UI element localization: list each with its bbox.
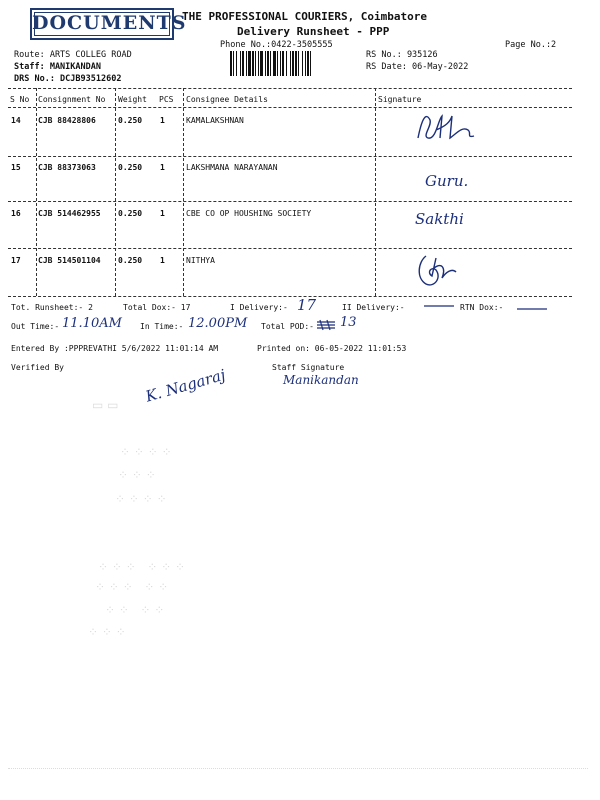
bleed-through-mark: ⁘ ⁘ ⁘ ⁘: [105, 603, 165, 617]
i-delivery-value: 17: [297, 296, 317, 314]
row-consignee: CBE CO OP HOUSHING SOCIETY: [186, 209, 312, 218]
signature-handwritten: Sakthi: [415, 210, 464, 228]
staff-signature-handwritten: Manikandan: [283, 373, 359, 387]
staff-signature-label: Staff Signature: [272, 363, 345, 372]
printed-on: Printed on: 06-05-2022 11:01:53: [257, 344, 407, 353]
divider: [8, 201, 572, 202]
bleed-through-mark: ⁘ ⁘ ⁘ ⁘: [115, 492, 167, 506]
row-sno: 16: [11, 209, 21, 218]
signature-handwritten: Guru.: [425, 172, 469, 190]
row-consignment: CJB 88373063: [38, 163, 96, 172]
rtn-dox-label: RTN Dox:-: [460, 303, 504, 312]
out-time-label: Out Time:-: [11, 322, 60, 331]
dash-mark-icon: [422, 303, 456, 309]
ii-delivery-label: II Delivery:-: [342, 303, 405, 312]
row-weight: 0.250: [118, 116, 143, 125]
row-weight: 0.250: [118, 163, 143, 172]
row-consignee: LAKSHMANA NARAYANAN: [186, 163, 278, 172]
verified-by-label: Verified By: [11, 363, 64, 372]
signature-scribble-icon: [412, 248, 462, 292]
row-weight: 0.250: [118, 209, 143, 218]
tot-runsheet: Tot. Runsheet:- 2: [11, 303, 93, 312]
company-name: THE PROFESSIONAL COURIERS, Coimbatore: [182, 10, 428, 23]
verifier-signature-handwritten: K. Nagaraj: [143, 365, 228, 406]
row-pcs: 1: [160, 116, 165, 125]
col-weight: Weight: [118, 95, 147, 104]
bleed-through-mark: ▭ ▭: [92, 398, 119, 412]
phone-number: Phone No.:0422-3505555: [220, 40, 333, 50]
in-time-label: In Time:-: [140, 322, 184, 331]
col-consignment: Consignment No: [38, 95, 106, 104]
col-pcs: PCS: [159, 95, 174, 104]
row-consignment: CJB 514462955: [38, 209, 101, 218]
strikeout-mark-icon: [315, 318, 337, 332]
bleed-through-mark: ⁘ ⁘ ⁘: [118, 468, 156, 482]
i-delivery-label: I Delivery:-: [230, 303, 288, 312]
dash-mark-icon: [515, 306, 549, 312]
total-pod-label: Total POD:-: [261, 322, 314, 331]
out-time-value: 11.10AM: [62, 316, 122, 331]
row-pcs: 1: [160, 209, 165, 218]
row-weight: 0.250: [118, 256, 143, 265]
stamp-text: DOCUMENTS: [32, 12, 187, 34]
staff-name: Staff: MANIKANDAN: [14, 62, 101, 72]
row-sno: 15: [11, 163, 21, 172]
total-dox: Total Dox:- 17: [123, 303, 191, 312]
row-consignment: CJB 514501104: [38, 256, 101, 265]
divider: [8, 88, 572, 89]
row-pcs: 1: [160, 256, 165, 265]
bleed-through-mark: ⁘ ⁘ ⁘ ⁘: [120, 445, 172, 459]
divider: [8, 248, 572, 249]
divider: [8, 107, 572, 108]
drs-number: DRS No.: DCJB93512602: [14, 74, 122, 84]
rs-number: RS No.: 935126: [366, 50, 438, 60]
row-consignee: NITHYA: [186, 256, 215, 265]
col-consignee: Consignee Details: [186, 95, 268, 104]
col-sno: S No: [10, 95, 30, 104]
divider: [8, 156, 572, 157]
row-sno: 17: [11, 256, 21, 265]
bleed-through-mark: ⁘ ⁘ ⁘ ⁘ ⁘ ⁘: [98, 560, 186, 574]
documents-stamp: [30, 8, 187, 40]
route: Route: ARTS COLLEG ROAD: [14, 50, 132, 60]
signature-scribble-icon: [412, 108, 482, 150]
bleed-through-mark: ⁘ ⁘ ⁘: [88, 625, 126, 639]
page-number: Page No.:2: [505, 40, 557, 50]
total-pod-value: 13: [340, 315, 357, 330]
row-pcs: 1: [160, 163, 165, 172]
bleed-through-mark: ⁘ ⁘ ⁘ ⁘ ⁘: [95, 580, 169, 594]
page-edge-dots: [8, 768, 588, 769]
row-sno: 14: [11, 116, 21, 125]
entered-by: Entered By :PPPREVATHI 5/6/2022 11:01:14 AM: [11, 344, 219, 353]
row-consignee: KAMALAKSHNAN: [186, 116, 244, 125]
barcode-icon: [230, 51, 358, 76]
col-signature: Signature: [378, 95, 422, 104]
divider: [8, 296, 572, 297]
rs-date: RS Date: 06-May-2022: [366, 62, 469, 72]
in-time-value: 12.00PM: [188, 316, 248, 331]
row-consignment: CJB 88428806: [38, 116, 96, 125]
sheet-title: Delivery Runsheet - PPP: [237, 25, 390, 38]
